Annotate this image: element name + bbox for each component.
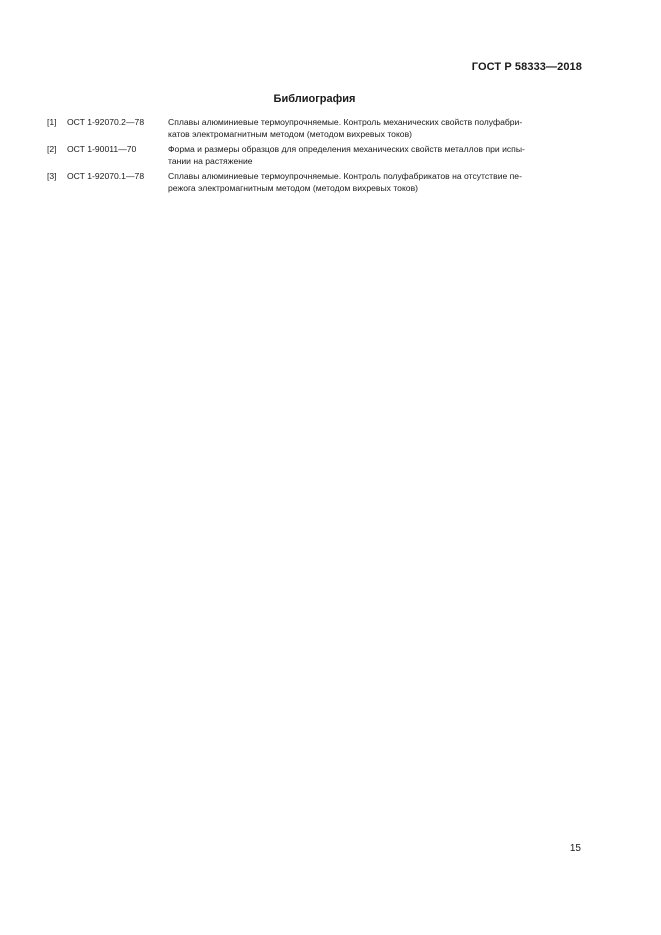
entry-description-line: режога электромагнитным методом (методом вихревых токов) <box>168 182 419 193</box>
entry-description <box>168 171 587 194</box>
entry-description-line: катов электромагнитным методом (методом вихревых токов) <box>168 128 413 139</box>
entry-code: ОСТ 1-92070.2—78 <box>67 117 145 127</box>
entry-number: [3] <box>47 171 57 181</box>
entry-code: ОСТ 1-90011—70 <box>67 144 137 154</box>
entry-description-line: Сплавы алюминиевые термоупрочняемые. Контроль полуфабрикатов на отсутствие пе- <box>168 171 522 181</box>
page-number: 15 <box>569 843 581 854</box>
entry-description-line: Форма и размеры образцов для определения механических свойств металлов при испы- <box>168 144 525 154</box>
bibliography-entry <box>47 171 587 194</box>
bibliography-title: Библиография <box>273 93 356 105</box>
entry-description-line: тании на растяжение <box>168 155 253 166</box>
standard-code: ГОСТ Р 58333—2018 <box>471 61 582 73</box>
entry-description <box>168 117 587 140</box>
entry-description <box>168 144 587 167</box>
bibliography-entry <box>47 144 587 167</box>
entry-code: ОСТ 1-92070.1—78 <box>67 171 145 181</box>
entry-description-line: Сплавы алюминиевые термоупрочняемые. Контроль механических свойств полуфабри- <box>168 117 523 127</box>
bibliography-entry <box>47 117 587 140</box>
bibliography-list <box>47 117 587 198</box>
entry-number: [2] <box>47 144 57 154</box>
entry-number: [1] <box>47 117 57 127</box>
